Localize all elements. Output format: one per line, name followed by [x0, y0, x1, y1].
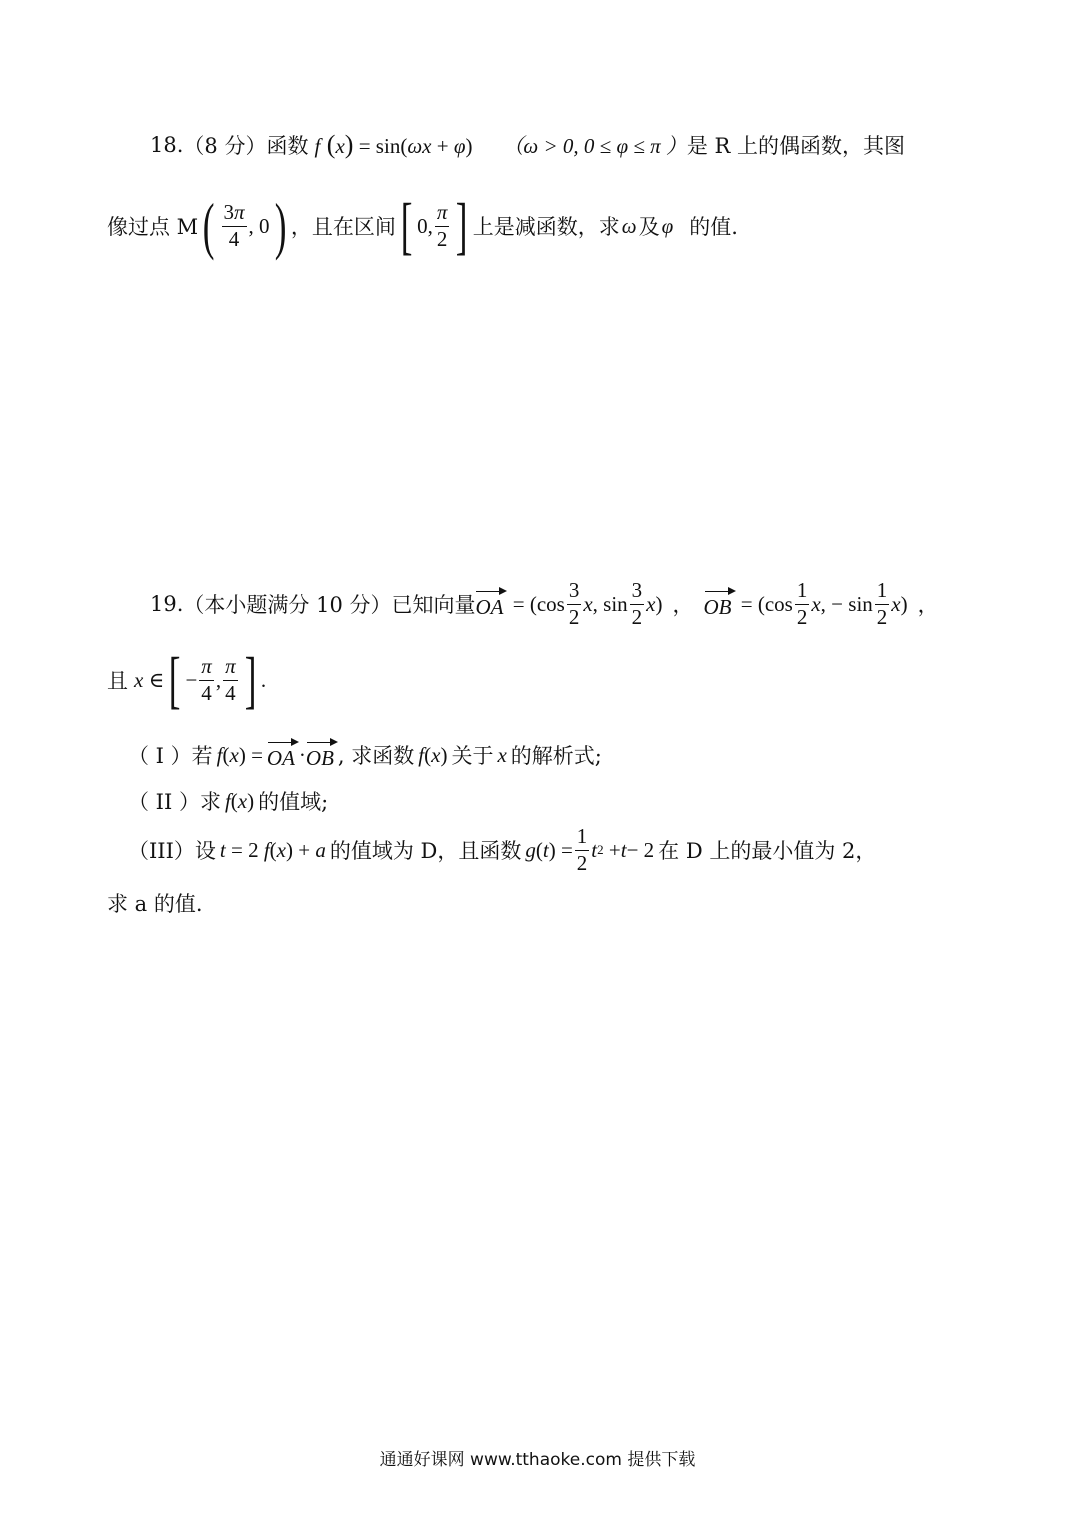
- page-footer: 通通好课网 www.tthaoke.com 提供下载: [379, 1450, 696, 1470]
- q19-part1-b: , 求函数: [337, 744, 415, 768]
- q19-domain: x ∈ [ − $\frac{\pi}{4}$ , $\frac{\pi}{4}$ ] .: [134, 644, 267, 715]
- q18-text-d: ，且在区间: [290, 215, 396, 239]
- q19-text-a: 已知向量: [391, 593, 476, 617]
- q18-line-2: [107, 190, 738, 262]
- q19-line-1: 19. （本小题满分 10 分） 已知向量 OA = (cos $\frac{3}{2}$ x , sin $\frac{3}{2}$ x ) ， OB = (cos $\frac{1}{2}$ x , − sin $\frac{1}{2}$ x ) ，: [150, 578, 939, 629]
- q19-part3-c: 在 D 上的最小值为 2，: [658, 839, 877, 863]
- q19-part-2: [128, 784, 328, 818]
- q19-part1-c: 关于: [451, 744, 494, 768]
- q19-part1-formula: f ( x ) = OA · OB: [217, 740, 338, 771]
- q19-part2-fx: f(x): [224, 788, 255, 813]
- q19-part3-label: （III）: [128, 839, 195, 863]
- q18-point-m: ( $\frac{3\pi}{4}$ , 0 ): [202, 190, 287, 261]
- q19-part1-fx: f(x): [418, 742, 448, 767]
- q19-part1-label: （ I ）: [128, 744, 192, 768]
- q19-text-b: 且: [107, 669, 128, 693]
- q19-part3-t-formula: t = 2 f(x) + a: [219, 837, 326, 862]
- q18-text-a: 函数: [266, 134, 309, 158]
- q19-part1-x: x: [497, 742, 507, 767]
- q18-condition: （ω > 0, 0 ≤ φ ≤ π ）: [502, 134, 687, 158]
- q19-part2-a: 求: [199, 790, 221, 814]
- q18-text-b: 是 R 上的偶函数，其图: [686, 134, 906, 158]
- q18-phi: φ: [661, 213, 674, 238]
- q19-part3-d: 求 a 的值.: [107, 892, 203, 916]
- q19-vector-ob-formula: OB = (cos $\frac{1}{2}$ x , − sin $\frac{1}{2}$ x ): [703, 578, 908, 629]
- q19-part3-a: 设: [194, 839, 216, 863]
- q19-number: 19.: [150, 592, 184, 616]
- q19-line-2: [107, 644, 267, 715]
- q18-score: （8 分）: [183, 134, 267, 158]
- q19-part1-a: 若: [191, 744, 213, 768]
- q18-text-g: 的值.: [689, 215, 738, 239]
- q18-text-e: 上是减函数，求: [472, 215, 620, 239]
- q19-part-3-cont: [107, 888, 203, 918]
- q19-part2-b: 的值域;: [258, 790, 329, 814]
- q19-part3-g-formula: g ( t ) = $\frac{1}{2}$ t 2 + t − 2: [525, 824, 655, 875]
- q18-function-formula: f (x) = sin(ωx + φ): [314, 130, 473, 159]
- q19-part2-label: （ II ）: [128, 790, 200, 814]
- q19-part3-b: 的值域为 D，且函数: [329, 839, 522, 863]
- q19-score: （本小题满分 10 分）: [183, 593, 392, 617]
- q18-interval: [ 0, $\frac{\pi}{2}$ ]: [400, 190, 468, 261]
- q18-text-f: 及: [638, 215, 660, 239]
- q18-omega: ω: [621, 213, 637, 238]
- q18-line-1: [150, 128, 905, 162]
- q18-number: 18.: [150, 133, 184, 157]
- q19-part-1: [128, 737, 602, 773]
- q19-vector-oa-formula: OA = (cos $\frac{3}{2}$ x , sin $\frac{3}{2}$ x ): [475, 578, 663, 629]
- q19-part-3: [128, 818, 876, 882]
- q19-part1-d: 的解析式;: [510, 744, 602, 768]
- q18-text-c: 像过点 M: [107, 215, 199, 239]
